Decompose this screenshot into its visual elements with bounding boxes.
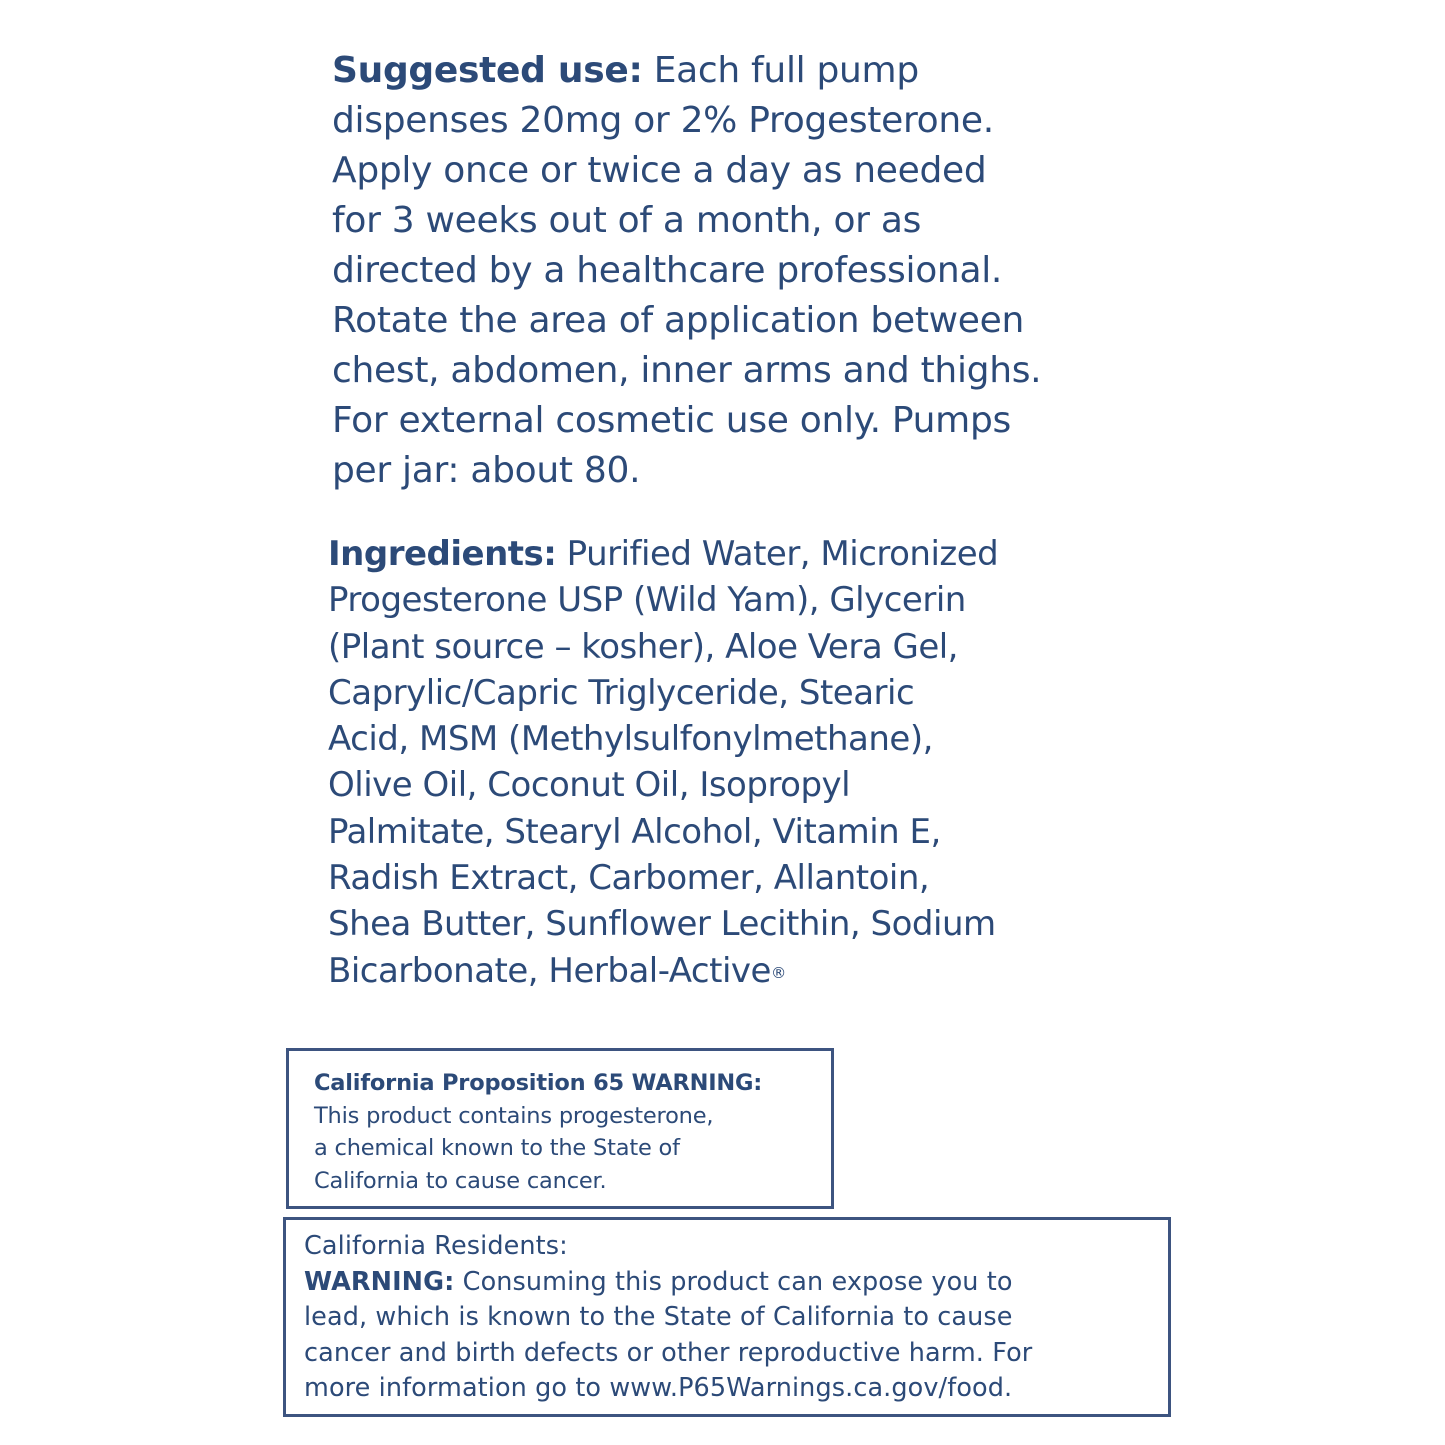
residents-line: lead, which is known to the State of California to cause [304,1302,1013,1332]
residents-line: more information go to www.P65Warnings.ca.gov/food. [304,1373,1013,1403]
ingredients-line: Palmitate, Stearyl Alcohol, Vitamin E, [328,811,941,852]
suggested-use-line: dispenses 20mg or 2% Progesterone. [332,100,994,141]
suggested-use-line: chest, abdomen, inner arms and thighs. [332,350,1042,391]
prop65-line: California to cause cancer. [314,1167,607,1194]
residents-line-1: WARNING: Consuming this product can expose you to [304,1266,1013,1297]
registered-trademark-symbol: ® [770,963,786,982]
ingredients-line-last: Bicarbonate, Herbal-Active® [328,950,786,991]
suggested-use-line: directed by a healthcare professional. [332,250,1003,291]
prop65-line: a chemical known to the State of [314,1135,680,1161]
ingredients-heading: Ingredients: [328,534,557,574]
ingredients-line: Shea Butter, Sunflower Lecithin, Sodium [328,904,996,945]
suggested-use-heading: Suggested use: [332,50,643,91]
ingredients-line: Olive Oil, Coconut Oil, Isopropyl [328,765,851,806]
suggested-use-line: for 3 weeks out of a month, or as [332,200,922,241]
suggested-use-section [332,46,1041,496]
suggested-use-line: Apply once or twice a day as needed [332,150,987,191]
suggested-use-line: For external cosmetic use only. Pumps [332,400,1011,441]
suggested-use-line-1: Suggested use: Each full pump [332,50,919,91]
suggested-use-line: per jar: about 80. [332,450,641,491]
ingredients-line: Radish Extract, Carbomer, Allantoin, [328,858,930,899]
ingredients-section [328,531,998,994]
residents-line: cancer and birth defects or other reproductive harm. For [304,1337,1033,1368]
ingredients-line: Progesterone USP (Wild Yam), Glycerin [328,580,966,621]
residents-heading: California Residents: [304,1231,568,1261]
prop65-heading: California Proposition 65 WARNING: [314,1070,763,1096]
ingredients-line-1: Ingredients: Purified Water, Micronized [328,534,999,574]
prop65-line: This product contains progesterone, [314,1102,714,1129]
ingredients-line: Caprylic/Capric Triglyceride, Stearic [328,672,915,713]
prop65-warning-box [286,1048,834,1209]
california-residents-warning-box [283,1217,1171,1417]
suggested-use-line: Rotate the area of application between [332,300,1024,341]
ingredients-line: (Plant source – kosher), Aloe Vera Gel, [328,626,958,667]
ingredients-line: Acid, MSM (Methylsulfonylmethane), [328,719,933,760]
warning-label: WARNING: [304,1266,455,1297]
